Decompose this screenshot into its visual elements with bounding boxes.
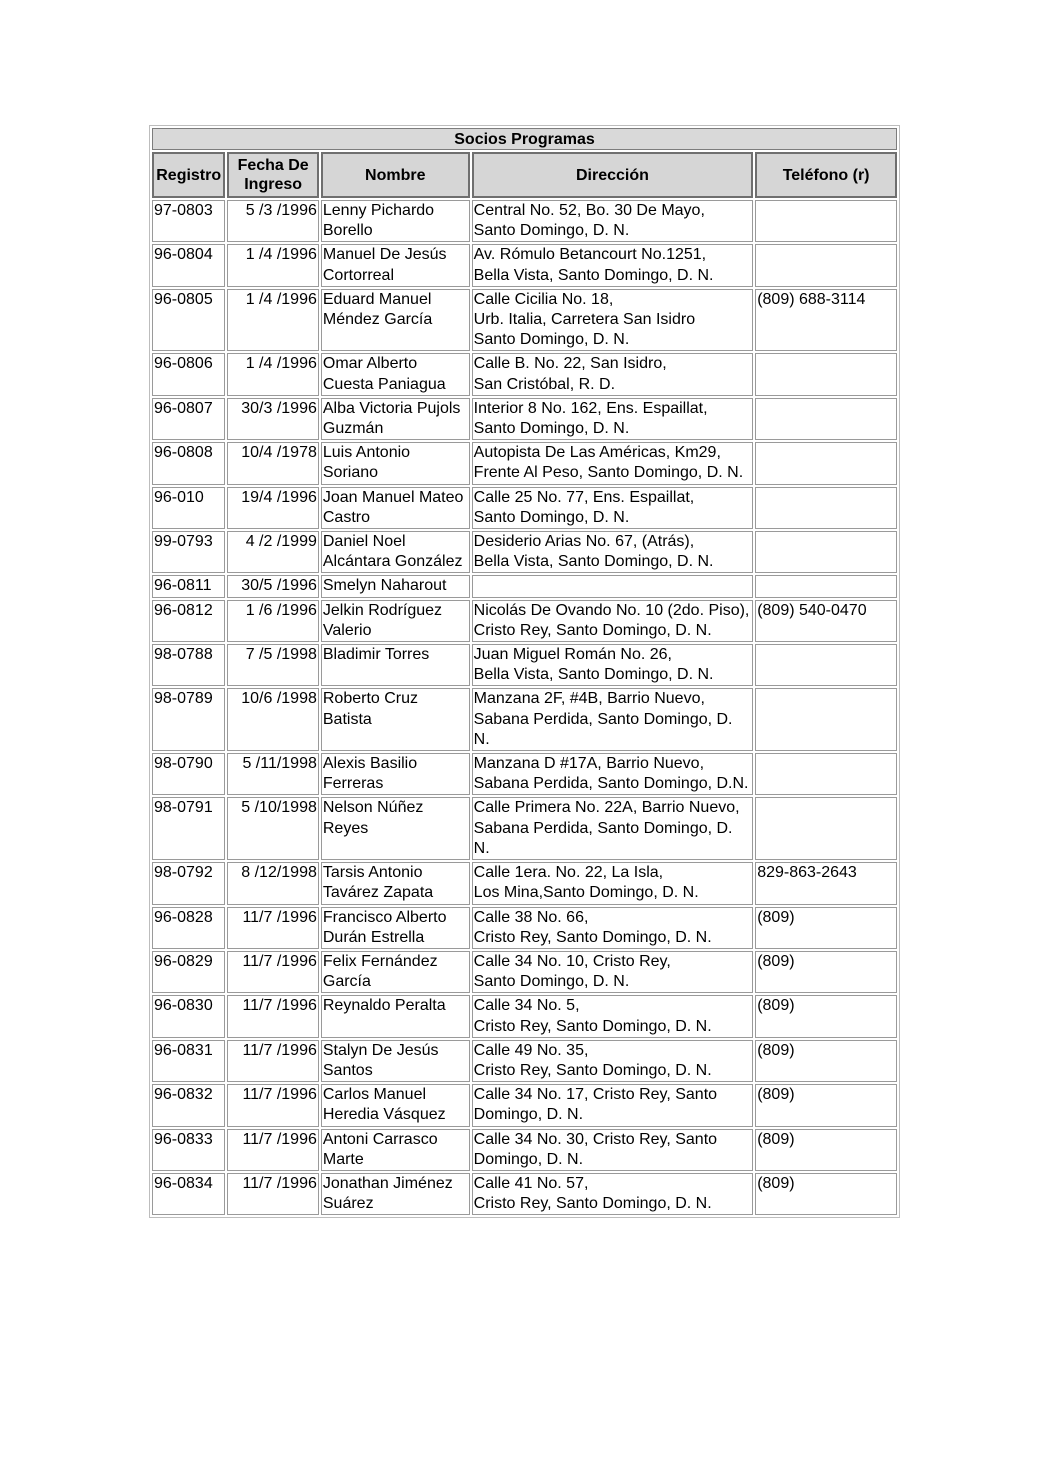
cell-registro: 97-0803 <box>152 200 225 242</box>
cell-registro: 96-0829 <box>152 951 225 993</box>
table-row <box>152 995 897 1037</box>
direccion-line: Cristo Rey, Santo Domingo, D. N. <box>473 1017 712 1035</box>
direccion-line: Bella Vista, Santo Domingo, D. N. <box>473 553 714 571</box>
cell-nombre: Antoni Carrasco Marte <box>321 1129 470 1171</box>
direccion-line: Juan Miguel Román No. 26, <box>473 646 672 664</box>
cell-direccion <box>472 753 754 795</box>
cell-registro: 96-0812 <box>152 600 225 642</box>
cell-telefono: (809) <box>755 1173 897 1215</box>
direccion-line: Calle 34 No. 5, <box>473 997 580 1015</box>
direccion-line: Los Mina,Santo Domingo, D. N. <box>473 884 699 902</box>
table-row <box>152 575 897 597</box>
cell-registro: 99-0793 <box>152 531 225 573</box>
cell-fecha: 11/7 /1996 <box>227 1129 318 1171</box>
cell-direccion <box>472 200 754 242</box>
direccion-line: Calle Cicilia No. 18, <box>473 290 614 308</box>
table-row <box>152 442 897 484</box>
cell-nombre: Joan Manuel Mateo Castro <box>321 487 470 529</box>
cell-nombre: Omar Alberto Cuesta Paniagua <box>321 353 470 395</box>
table-row <box>152 862 897 904</box>
cell-telefono: (809) <box>755 995 897 1037</box>
table-caption: Socios Programas <box>152 128 897 150</box>
cell-fecha: 11/7 /1996 <box>227 995 318 1037</box>
cell-registro: 98-0789 <box>152 688 225 751</box>
cell-registro: 96-0831 <box>152 1040 225 1082</box>
cell-fecha: 11/7 /1996 <box>227 1084 318 1126</box>
cell-registro: 96-0806 <box>152 353 225 395</box>
table-row <box>152 353 897 395</box>
direccion-line: Nicolás De Ovando No. 10 (2do. Piso), <box>473 601 750 619</box>
cell-telefono <box>755 753 897 795</box>
direccion-line: Sabana Perdida, Santo Domingo, D. N. <box>473 819 733 857</box>
cell-nombre: Reynaldo Peralta <box>321 995 470 1037</box>
table-row <box>152 951 897 993</box>
direccion-line: Calle 49 No. 35, <box>473 1041 589 1059</box>
cell-registro: 96-0828 <box>152 907 225 949</box>
cell-direccion <box>472 797 754 860</box>
cell-fecha: 30/5 /1996 <box>227 575 318 597</box>
header-registro: Registro <box>152 152 225 198</box>
cell-fecha: 11/7 /1996 <box>227 907 318 949</box>
direccion-line: Manzana 2F, #4B, Barrio Nuevo, Sabana Perdida, Santo Domingo, D. N. <box>473 690 733 748</box>
cell-registro: 98-0791 <box>152 797 225 860</box>
direccion-line: Av. Rómulo Betancourt No.1251, <box>473 246 707 264</box>
direccion-line: Calle B. No. 22, San Isidro, <box>473 355 667 373</box>
table-row <box>152 688 897 751</box>
direccion-line: Calle 34 No. 17, Cristo Rey, Santo Domingo, D. N. <box>473 1086 718 1124</box>
header-direccion: Dirección <box>472 152 754 198</box>
table-row <box>152 531 897 573</box>
cell-nombre: Francisco Alberto Durán Estrella <box>321 907 470 949</box>
direccion-line: Calle 34 No. 30, Cristo Rey, Santo Domingo, D. N. <box>473 1130 718 1168</box>
cell-registro: 96-0833 <box>152 1129 225 1171</box>
cell-fecha: 5 /11/1998 <box>227 753 318 795</box>
direccion-line: Manzana D #17A, Barrio Nuevo, Sabana Perdida, Santo Domingo, D.N. <box>473 755 749 793</box>
cell-fecha: 1 /4 /1996 <box>227 289 318 352</box>
cell-nombre: Felix Fernández García <box>321 951 470 993</box>
cell-telefono <box>755 688 897 751</box>
cell-nombre: Alba Victoria Pujols Guzmán <box>321 398 470 440</box>
cell-telefono: 829-863-2643 <box>755 862 897 904</box>
direccion-line: Santo Domingo, D. N. <box>473 973 630 991</box>
direccion-line: Autopista De Las Américas, Km29, Frente Al Peso, Santo Domingo, D. N. <box>473 444 744 482</box>
cell-direccion <box>472 1129 754 1171</box>
header-nombre: Nombre <box>321 152 470 198</box>
cell-telefono <box>755 644 897 686</box>
cell-nombre: Tarsis Antonio Tavárez Zapata <box>321 862 470 904</box>
header-fecha: Fecha De Ingreso <box>227 152 318 198</box>
cell-direccion <box>472 289 754 352</box>
cell-fecha: 30/3 /1996 <box>227 398 318 440</box>
cell-fecha: 1 /6 /1996 <box>227 600 318 642</box>
cell-direccion <box>472 531 754 573</box>
direccion-line: Santo Domingo, D. N. <box>473 420 630 438</box>
cell-nombre: Jelkin Rodríguez Valerio <box>321 600 470 642</box>
cell-telefono <box>755 353 897 395</box>
cell-nombre: Luis Antonio Soriano <box>321 442 470 484</box>
cell-nombre: Smelyn Naharout <box>321 575 470 597</box>
table-row <box>152 289 897 352</box>
cell-nombre: Roberto Cruz Batista <box>321 688 470 751</box>
cell-fecha: 11/7 /1996 <box>227 951 318 993</box>
cell-registro: 96-0832 <box>152 1084 225 1126</box>
cell-telefono <box>755 797 897 860</box>
direccion-line: San Cristóbal, R. D. <box>473 375 616 393</box>
cell-nombre: Stalyn De Jesús Santos <box>321 1040 470 1082</box>
cell-fecha: 11/7 /1996 <box>227 1173 318 1215</box>
cell-fecha: 8 /12/1998 <box>227 862 318 904</box>
cell-direccion <box>472 951 754 993</box>
cell-direccion <box>472 442 754 484</box>
table-row <box>152 1084 897 1126</box>
cell-telefono <box>755 200 897 242</box>
cell-direccion <box>472 487 754 529</box>
table-row <box>152 797 897 860</box>
cell-registro: 98-0788 <box>152 644 225 686</box>
header-telefono: Teléfono (r) <box>755 152 897 198</box>
direccion-line: Santo Domingo, D. N. <box>473 222 630 240</box>
cell-fecha: 10/6 /1998 <box>227 688 318 751</box>
cell-telefono: (809) <box>755 1084 897 1126</box>
direccion-line: Cristo Rey, Santo Domingo, D. N. <box>473 928 712 946</box>
direccion-line: Cristo Rey, Santo Domingo, D. N. <box>473 1195 712 1213</box>
cell-fecha: 11/7 /1996 <box>227 1040 318 1082</box>
cell-fecha: 10/4 /1978 <box>227 442 318 484</box>
cell-direccion <box>472 1084 754 1126</box>
table-row <box>152 1040 897 1082</box>
direccion-line: Santo Domingo, D. N. <box>473 331 630 349</box>
cell-fecha: 5 /3 /1996 <box>227 200 318 242</box>
cell-fecha: 19/4 /1996 <box>227 487 318 529</box>
cell-direccion <box>472 688 754 751</box>
cell-fecha: 7 /5 /1998 <box>227 644 318 686</box>
cell-telefono <box>755 575 897 597</box>
cell-telefono: (809) <box>755 907 897 949</box>
cell-nombre: Manuel De Jesús Cortorreal <box>321 244 470 286</box>
direccion-line: Calle 34 No. 10, Cristo Rey, <box>473 952 671 970</box>
table-row <box>152 600 897 642</box>
cell-registro: 96-010 <box>152 487 225 529</box>
table-body <box>152 200 897 1215</box>
cell-registro: 96-0807 <box>152 398 225 440</box>
cell-direccion <box>472 244 754 286</box>
cell-nombre: Jonathan Jiménez Suárez <box>321 1173 470 1215</box>
cell-registro: 96-0834 <box>152 1173 225 1215</box>
cell-telefono <box>755 398 897 440</box>
direccion-line: Santo Domingo, D. N. <box>473 508 630 526</box>
cell-telefono: (809) 540-0470 <box>755 600 897 642</box>
cell-nombre: Alexis Basilio Ferreras <box>321 753 470 795</box>
cell-registro: 96-0808 <box>152 442 225 484</box>
cell-nombre: Eduard Manuel Méndez García <box>321 289 470 352</box>
cell-registro: 96-0830 <box>152 995 225 1037</box>
cell-telefono <box>755 442 897 484</box>
direccion-line: Calle 38 No. 66, <box>473 908 589 926</box>
cell-registro: 96-0804 <box>152 244 225 286</box>
direccion-line: Bella Vista, Santo Domingo, D. N. <box>473 266 714 284</box>
cell-telefono <box>755 531 897 573</box>
cell-nombre: Daniel Noel Alcántara González <box>321 531 470 573</box>
cell-direccion <box>472 1173 754 1215</box>
table-row <box>152 644 897 686</box>
table-row <box>152 244 897 286</box>
table-row <box>152 1129 897 1171</box>
table-row <box>152 398 897 440</box>
cell-telefono: (809) <box>755 951 897 993</box>
cell-telefono: (809) 688-3114 <box>755 289 897 352</box>
direccion-line: Cristo Rey, Santo Domingo, D. N. <box>473 1061 712 1079</box>
cell-direccion <box>472 353 754 395</box>
direccion-line: Cristo Rey, Santo Domingo, D. N. <box>473 621 712 639</box>
direccion-line: Desiderio Arias No. 67, (Atrás), <box>473 533 695 551</box>
cell-telefono: (809) <box>755 1040 897 1082</box>
socios-table-container <box>149 125 900 1218</box>
cell-nombre: Carlos Manuel Heredia Vásquez <box>321 1084 470 1126</box>
cell-nombre: Bladimir Torres <box>321 644 470 686</box>
table-row <box>152 907 897 949</box>
direccion-line: Calle 41 No. 57, <box>473 1174 589 1192</box>
cell-fecha: 1 /4 /1996 <box>227 353 318 395</box>
table-row <box>152 753 897 795</box>
cell-direccion <box>472 995 754 1037</box>
cell-registro: 98-0790 <box>152 753 225 795</box>
cell-telefono: (809) <box>755 1129 897 1171</box>
cell-fecha: 1 /4 /1996 <box>227 244 318 286</box>
cell-telefono <box>755 244 897 286</box>
table-row <box>152 1173 897 1215</box>
cell-direccion <box>472 575 754 597</box>
direccion-line: Calle 25 No. 77, Ens. Espaillat, <box>473 488 695 506</box>
table-row <box>152 487 897 529</box>
cell-direccion <box>472 907 754 949</box>
cell-telefono <box>755 487 897 529</box>
direccion-line: Interior 8 No. 162, Ens. Espaillat, <box>473 399 708 417</box>
table-row <box>152 200 897 242</box>
cell-nombre: Nelson Núñez Reyes <box>321 797 470 860</box>
direccion-line: Bella Vista, Santo Domingo, D. N. <box>473 666 714 684</box>
cell-direccion <box>472 862 754 904</box>
cell-direccion <box>472 1040 754 1082</box>
cell-nombre: Lenny Pichardo Borello <box>321 200 470 242</box>
direccion-line: Urb. Italia, Carretera San Isidro <box>473 311 696 329</box>
cell-registro: 96-0811 <box>152 575 225 597</box>
cell-registro: 98-0792 <box>152 862 225 904</box>
cell-direccion <box>472 600 754 642</box>
direccion-line: Calle 1era. No. 22, La Isla, <box>473 864 664 882</box>
socios-table <box>149 125 900 1218</box>
cell-direccion <box>472 644 754 686</box>
direccion-line: Calle Primera No. 22A, Barrio Nuevo, <box>473 799 740 817</box>
cell-fecha: 5 /10/1998 <box>227 797 318 860</box>
cell-direccion <box>472 398 754 440</box>
direccion-line: Central No. 52, Bo. 30 De Mayo, <box>473 202 705 219</box>
cell-fecha: 4 /2 /1999 <box>227 531 318 573</box>
cell-registro: 96-0805 <box>152 289 225 352</box>
